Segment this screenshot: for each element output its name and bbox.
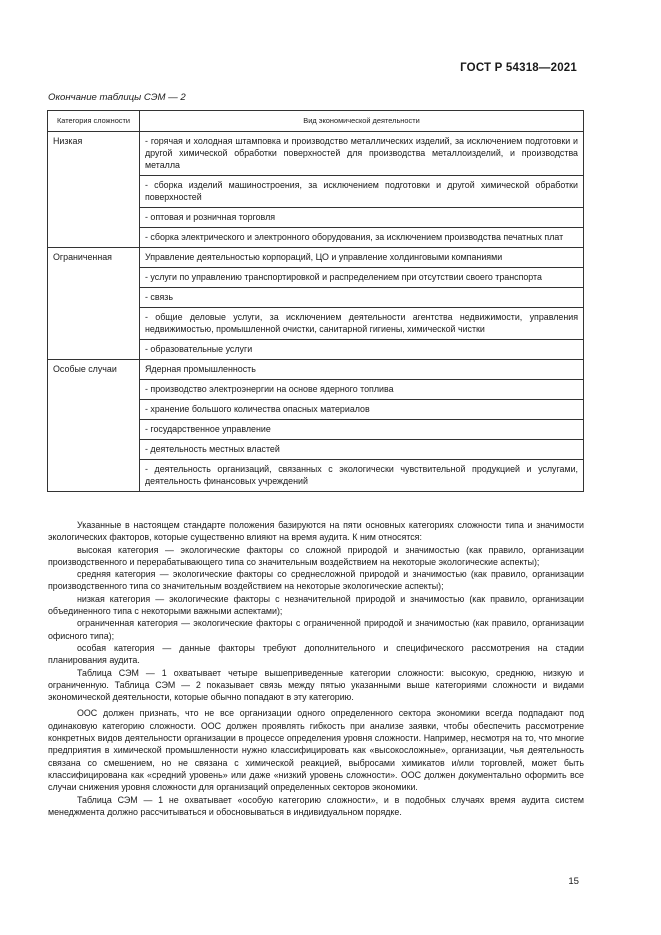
- paragraph: особая категория — данные факторы требуют дополнительного и специфического рассмотрения на стадии планирования аудита.: [48, 642, 584, 666]
- activity-cell: Ядерная промышленность: [140, 360, 584, 380]
- activity-cell: Управление деятельностью корпораций, ЦО и управление холдинговыми компаниями: [140, 248, 584, 268]
- paragraph: Таблица СЭМ — 1 не охватывает «особую категорию сложности», и в подобных случаях время аудита систем менеджмента должно рассчитываться и обосновываться в индивидуальном порядке.: [48, 794, 584, 817]
- paragraph: низкая категория — экологические факторы с незначительной природой и значимостью (как правило, организации объединенного типа с некоторыми важными аспектами);: [48, 593, 584, 617]
- activity-cell: - хранение большого количества опасных материалов: [140, 400, 584, 420]
- table-row: [48, 360, 584, 380]
- activity-cell: - деятельность организаций, связанных с экологически чувствительной продукцией и услугами, деятельность финансовых учреждений: [140, 460, 584, 492]
- activity-cell: - производство электроэнергии на основе ядерного топлива: [140, 380, 584, 400]
- activity-cell: - общие деловые услуги, за исключением деятельности агентства недвижимости, управления недвижимостью, промышленной очистки, санитарной гигиены, химической чистки: [140, 308, 584, 340]
- page-number: 15: [568, 876, 579, 887]
- table-caption: Окончание таблицы СЭМ — 2: [48, 92, 186, 103]
- column-header-activity: Вид экономической деятельности: [140, 111, 584, 132]
- activity-cell: - сборка изделий машиностроения, за исключением подготовки и другой химической обработки поверхностей: [140, 176, 584, 208]
- paragraph: Таблица СЭМ — 1 охватывает четыре вышеприведенные категории сложности: высокую, среднюю, низкую и ограниченную. Таблица СЭМ — 2 показывает связь между пятью указанными выше категориями сложности и видами экономической деятельности, которые обычно попадают в эту категорию.: [48, 667, 584, 703]
- table-header-row: [48, 111, 584, 132]
- activity-cell: - горячая и холодная штамповка и производство металлических изделий, за исключением подготовки и другой химической обработки поверхностей для производства металлоизделий, и производства металла: [140, 132, 584, 176]
- activity-cell: - оптовая и розничная торговля: [140, 208, 584, 228]
- complexity-table: [47, 110, 584, 492]
- activity-cell: - связь: [140, 288, 584, 308]
- activity-cell: - образовательные услуги: [140, 340, 584, 360]
- document-code: ГОСТ Р 54318—2021: [460, 62, 577, 74]
- paragraph: ограниченная категория — экологические факторы с ограниченной природой и значимостью (как правило, организации офисного типа);: [48, 618, 584, 641]
- paragraph: ООС должен признать, что не все организации одного определенного сектора экономики всегда подпадают под одинаковую категорию сложности. ООС должен проявлять гибкость при анализе заявки, чтобы обеспечить рассмотрение конкретных видов деятельности организации в процессе определения уровня сложности. Например, несмотря на то, что многие предприятия в химической промышленности нужно классифицировать как «высокосложные», организации, чья деятельность связана со смешением, но не связана с химической реакцией, выбросами химикатов и/или торговлей, может быть классифицирована как «средний уровень» или даже «низкий уровень сложности». ООС должен документально оформить все случаи снижения уровня сложности для организаций определенных секторов экономики.: [48, 708, 584, 793]
- activity-cell: - сборка электрического и электронного оборудования, за исключением производства печатных плат: [140, 228, 584, 248]
- paragraph: средняя категория — экологические факторы со среднесложной природой и значимостью (как правило, организации производственного типа со значительным воздействием на некоторые экологические аспекты);: [48, 569, 584, 592]
- table-row: [48, 132, 584, 176]
- paragraph: Указанные в настоящем стандарте положения базируются на пяти основных категориях сложности типа и значимости экологических факторов, которые существенно влияют на время аудита. К ним относятся:: [48, 520, 584, 543]
- activity-cell: - услуги по управлению транспортировкой и распределением при отсутствии своего транспорта: [140, 268, 584, 288]
- body-text: [48, 519, 584, 818]
- category-cell: Ограниченная: [48, 248, 140, 360]
- activity-cell: - деятельность местных властей: [140, 440, 584, 460]
- activity-cell: - государственное управление: [140, 420, 584, 440]
- category-cell: Низкая: [48, 132, 140, 248]
- column-header-category: Категория сложности: [48, 111, 140, 132]
- table-row: [48, 248, 584, 268]
- paragraph: высокая категория — экологические факторы со сложной природой и значимостью (как правило, организации производственного и перерабатывающего типа со значительным воздействием на некоторые экологические аспекты);: [48, 544, 584, 567]
- category-cell: Особые случаи: [48, 360, 140, 492]
